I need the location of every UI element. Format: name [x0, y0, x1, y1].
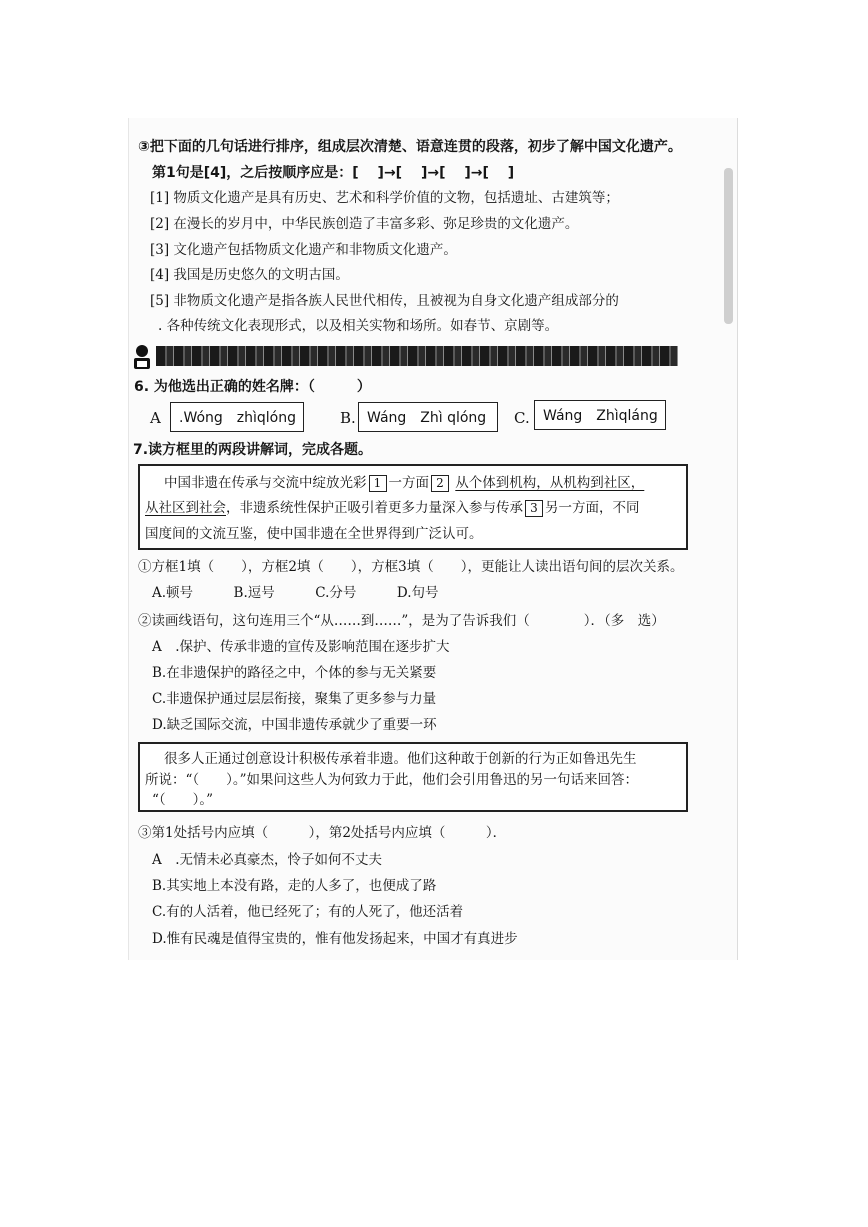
q3-item: [1] 物质文化遗产是具有历史、艺术和科学价值的文物，包括遗址、古建筑等；: [150, 190, 619, 206]
blank-box-3[interactable]: 3: [525, 500, 543, 517]
underlined-sentence: 从个体到机构，从机构到社区，: [455, 475, 645, 491]
q3-item: [4] 我国是历史悠久的文明古国。: [150, 267, 349, 283]
q7-sub2-option[interactable]: A .保护、传承非遗的宣传及影响范围在逐步扩大: [152, 639, 450, 655]
passage1-line1: [164, 474, 644, 492]
q6-option-b-nameplate[interactable]: Wáng Zhì qlóng: [358, 402, 498, 432]
obscured-banner: [156, 346, 678, 366]
q7-sub1-options: A.顿号 B.逗号 C.分号 D.句号: [152, 585, 439, 601]
q7-sub3-option[interactable]: C.有的人活着，他已经死了；有的人死了，他还活着: [152, 904, 464, 920]
q7-sub2-option[interactable]: D.缺乏国际交流，中国非遗传承就少了重要一环: [152, 717, 437, 733]
q7-sub1-question: ①方框1填（ ），方框2填（ ），方框3填（ ），更能让人读出语句间的层次关系。: [138, 559, 684, 575]
q3-item: [2] 在漫长的岁月中，中华民族创造了丰富多彩、弥足珍贵的文化遗产。: [150, 216, 579, 232]
q3-title: ③把下面的几句话进行排序，组成层次清楚、语意连贯的段落，初步了解中国文化遗产。: [138, 139, 682, 155]
passage2-line1: 很多人正通过创意设计积极传承着非遗。他们这种敢于创新的行为正如鲁迅先生: [164, 751, 637, 767]
blank-box-2[interactable]: 2: [431, 475, 449, 492]
q6-option-a-letter: A: [150, 409, 161, 427]
q3-item: [5] 非物质文化遗产是指各族人民世代相传，且被视为自身文化遗产组成部分的: [150, 293, 619, 309]
q3-item: . 各种传统文化表现形式，以及相关实物和场所。如春节、京剧等。: [158, 318, 559, 334]
q6-option-b-letter: B.: [340, 409, 356, 427]
q6-option-c-nameplate[interactable]: Wáng Zhìqláng: [534, 400, 666, 430]
q7-sub2-option[interactable]: B.在非遗保护的路径之中，个体的参与无关紧要: [152, 665, 437, 681]
passage1-text: 另一方面，不同: [545, 500, 640, 516]
q7-sub2-option[interactable]: C.非遗保护通过层层衔接，聚集了更多参与力量: [152, 691, 437, 707]
q6-option-c-letter: C.: [514, 409, 530, 427]
scrollbar-thumb[interactable]: [724, 168, 733, 324]
q3-order: 第1句是[4]，之后按顺序应是：[ ]→[ ]→[ ]→[ ]: [152, 165, 515, 181]
passage2-line2: 所说：“（ ）。”如果问这些人为何致力于此，他们会引用鲁迅的另一句话来回答：: [145, 772, 639, 788]
underlined-sentence: 从社区到社会: [145, 500, 226, 516]
person-icon: [132, 344, 152, 370]
passage2-line3: “（ ）。”: [152, 792, 214, 808]
q7-sub3-option[interactable]: D.惟有民魂是值得宝贵的，惟有他发扬起来，中国才有真进步: [152, 931, 518, 947]
passage1-line2: [145, 499, 640, 517]
passage1-text: ，非遗系统性保护正吸引着更多力量深入参与传承: [226, 500, 523, 516]
q7-sub3-question: ③第1处括号内应填（ ），第2处括号内应填（ ）．: [138, 825, 507, 841]
passage1-text: 一方面: [388, 475, 429, 491]
q3-item: [3] 文化遗产包括物质文化遗产和非物质文化遗产。: [150, 242, 457, 258]
passage1-text: 中国非遗在传承与交流中绽放光彩: [164, 475, 367, 491]
passage1-line3: 国度间的文流互鉴，使中国非遗在全世界得到广泛认可。: [145, 526, 483, 542]
q7-title: 7.读方框里的两段讲解词，完成各题。: [133, 442, 373, 458]
q7-sub3-option[interactable]: B.其实地上本没有路，走的人多了，也便成了路: [152, 878, 437, 894]
q6-question: 6. 为他选出正确的姓名牌：（ ）: [134, 379, 371, 395]
q7-sub3-option[interactable]: A .无情未必真豪杰，怜子如何不丈夫: [152, 852, 383, 868]
blank-box-1[interactable]: 1: [369, 475, 387, 492]
q6-option-a-nameplate[interactable]: .Wóng zhìqlóng: [170, 402, 304, 432]
q7-sub2-question: ②读画线语句，这句连用三个“从……到……”，是为了告诉我们（ ）．（多 选）: [138, 613, 665, 629]
